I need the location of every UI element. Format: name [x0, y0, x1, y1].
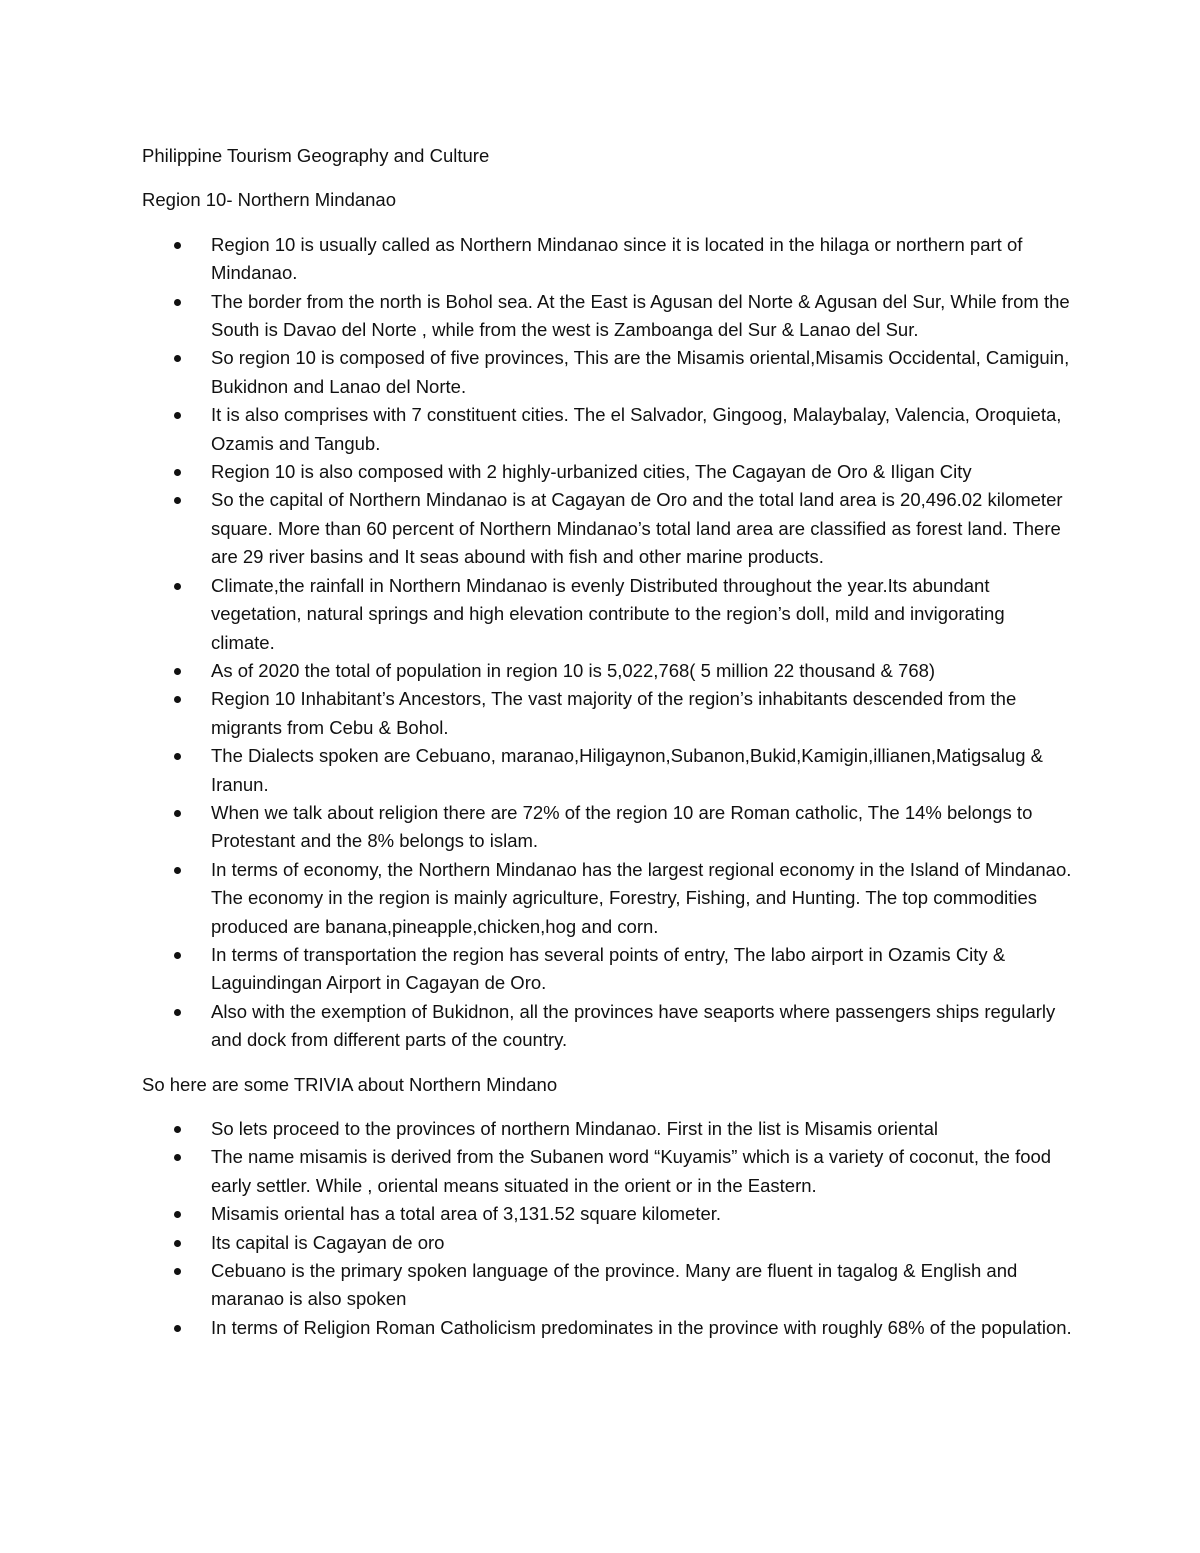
list-item [142, 657, 1072, 685]
list-item-text: When we talk about religion there are 72% of the region 10 are Roman catholic, The 14% belongs to Protestant and the 8% belongs to islam. [211, 801, 1033, 852]
bullet-icon [174, 952, 181, 959]
list-item-text: The Dialects spoken are Cebuano, maranao,Hiligaynon,Subanon,Bukid,Kamigin,illianen,Matigsalug & Iranun. [211, 745, 1043, 795]
list-item-text: Cebuano is the primary spoken language of the province. Many are fluent in tagalog & English and maranao is also spoken [211, 1260, 1018, 1310]
document-title: Philippine Tourism Geography and Culture [142, 145, 490, 166]
bullet-icon [174, 497, 181, 504]
bullet-icon [174, 242, 181, 249]
list-item [142, 401, 1072, 458]
list-item [142, 486, 1072, 571]
section-heading: Region 10- Northern Mindanao [142, 189, 397, 211]
bullet-icon [174, 1126, 181, 1133]
bullet-icon [174, 1211, 181, 1218]
list-item-text: So lets proceed to the provinces of northern Mindanao. First in the list is Misamis oriental [211, 1118, 938, 1139]
bullet-icon [174, 469, 181, 476]
list-item [142, 856, 1072, 941]
list-item-text: Region 10 Inhabitant’s Ancestors, The vast majority of the region’s inhabitants descended from the migrants from Cebu & Bohol. [211, 688, 1017, 738]
list-item-text: Its capital is Cagayan de oro [211, 1231, 445, 1253]
list-item-text: It is also comprises with 7 constituent cities. The el Salvador, Gingoog, Malaybalay, Valencia, Oroquieta, Ozamis and Tangub. [211, 404, 1062, 454]
list-item [142, 1257, 1072, 1314]
bullet-icon [174, 1009, 181, 1016]
bullet-icon [174, 583, 181, 590]
bullet-icon [174, 696, 181, 703]
bullet-icon [174, 355, 181, 362]
list-item [142, 1314, 1072, 1342]
list-item-text: The name misamis is derived from the Subanen word “Kuyamis” which is a variety of coconut, the food early settler. While , oriental means situated in the orient or in the Eastern. [211, 1146, 1052, 1196]
list-item [142, 799, 1072, 856]
trivia-heading: So here are some TRIVIA about Northern Mindano [142, 1073, 558, 1095]
bullet-icon [174, 668, 181, 675]
list-item-text: As of 2020 the total of population in region 10 is 5,022,768( 5 million 22 thousand & 768) [211, 659, 936, 681]
list-item [142, 1200, 1072, 1228]
bullet-icon [174, 1240, 181, 1247]
list-item [142, 288, 1072, 345]
bullet-icon [174, 299, 181, 306]
region-bullet-list [142, 231, 1072, 1055]
list-item-text: Also with the exemption of Bukidnon, all the provinces have seaports where passengers ships regularly and dock from different parts of the country. [211, 1000, 1056, 1051]
list-item [142, 998, 1072, 1055]
bullet-icon [174, 1268, 181, 1275]
bullet-icon [174, 753, 181, 760]
list-item [142, 344, 1072, 401]
list-item [142, 941, 1072, 998]
bullet-icon [174, 1154, 181, 1161]
list-item-text: So the capital of Northern Mindanao is at Cagayan de Oro and the total land area is 20,496.02 kilometer square. More than 60 percent of Northern Mindanao’s total land area are classified as forest land. There are 29 river basins and It seas abound with fish and other marine products. [211, 489, 1063, 568]
list-item-text: Region 10 is also composed with 2 highly-urbanized cities, The Cagayan de Oro & Iligan City [211, 461, 972, 483]
list-item-text: In terms of transportation the region has several points of entry, The labo airport in Ozamis City & Laguindingan Airport in Cagayan de Oro. [211, 943, 1006, 994]
list-item [142, 458, 1072, 486]
bullet-icon [174, 1325, 181, 1332]
list-item-text: The border from the north is Bohol sea. At the East is Agusan del Norte & Agusan del Sur, While from the South is Davao del Norte , while from the west is Zamboanga del Sur & Lanao del Sur. [211, 290, 1070, 341]
bullet-icon [174, 412, 181, 419]
list-item-text: Misamis oriental has a total area of 3,131.52 square kilometer. [211, 1203, 722, 1225]
list-item-text: So region 10 is composed of five provinces, This are the Misamis oriental,Misamis Occidental, Camiguin, Bukidnon and Lanao del Norte. [211, 347, 1070, 397]
list-item [142, 572, 1072, 657]
trivia-bullet-list [142, 1115, 1072, 1342]
document-body [142, 142, 1072, 1342]
list-item [142, 742, 1072, 799]
list-item [142, 1143, 1072, 1200]
bullet-icon [174, 867, 181, 874]
list-item [142, 231, 1072, 288]
list-item-text: In terms of Religion Roman Catholicism predominates in the province with roughly 68% of the population. [211, 1316, 1072, 1338]
list-item-text: Region 10 is usually called as Northern Mindanao since it is located in the hilaga or northern part of Mindanao. [211, 233, 1023, 284]
list-item [142, 685, 1072, 742]
bullet-icon [174, 810, 181, 817]
list-item [142, 1229, 1072, 1257]
list-item [142, 1115, 1072, 1143]
list-item-text: In terms of economy, the Northern Mindanao has the largest regional economy in the Island of Mindanao. The economy in the region is mainly agriculture, Forestry, Fishing, and Hunting. The top commodities produced are banana,pineapple,chicken,hog and corn. [211, 858, 1072, 937]
list-item-text: Climate,the rainfall in Northern Mindanao is evenly Distributed throughout the year.Its abundant vegetation, natural springs and high elevation contribute to the region’s doll, mild and invigorating climate. [211, 574, 1005, 653]
